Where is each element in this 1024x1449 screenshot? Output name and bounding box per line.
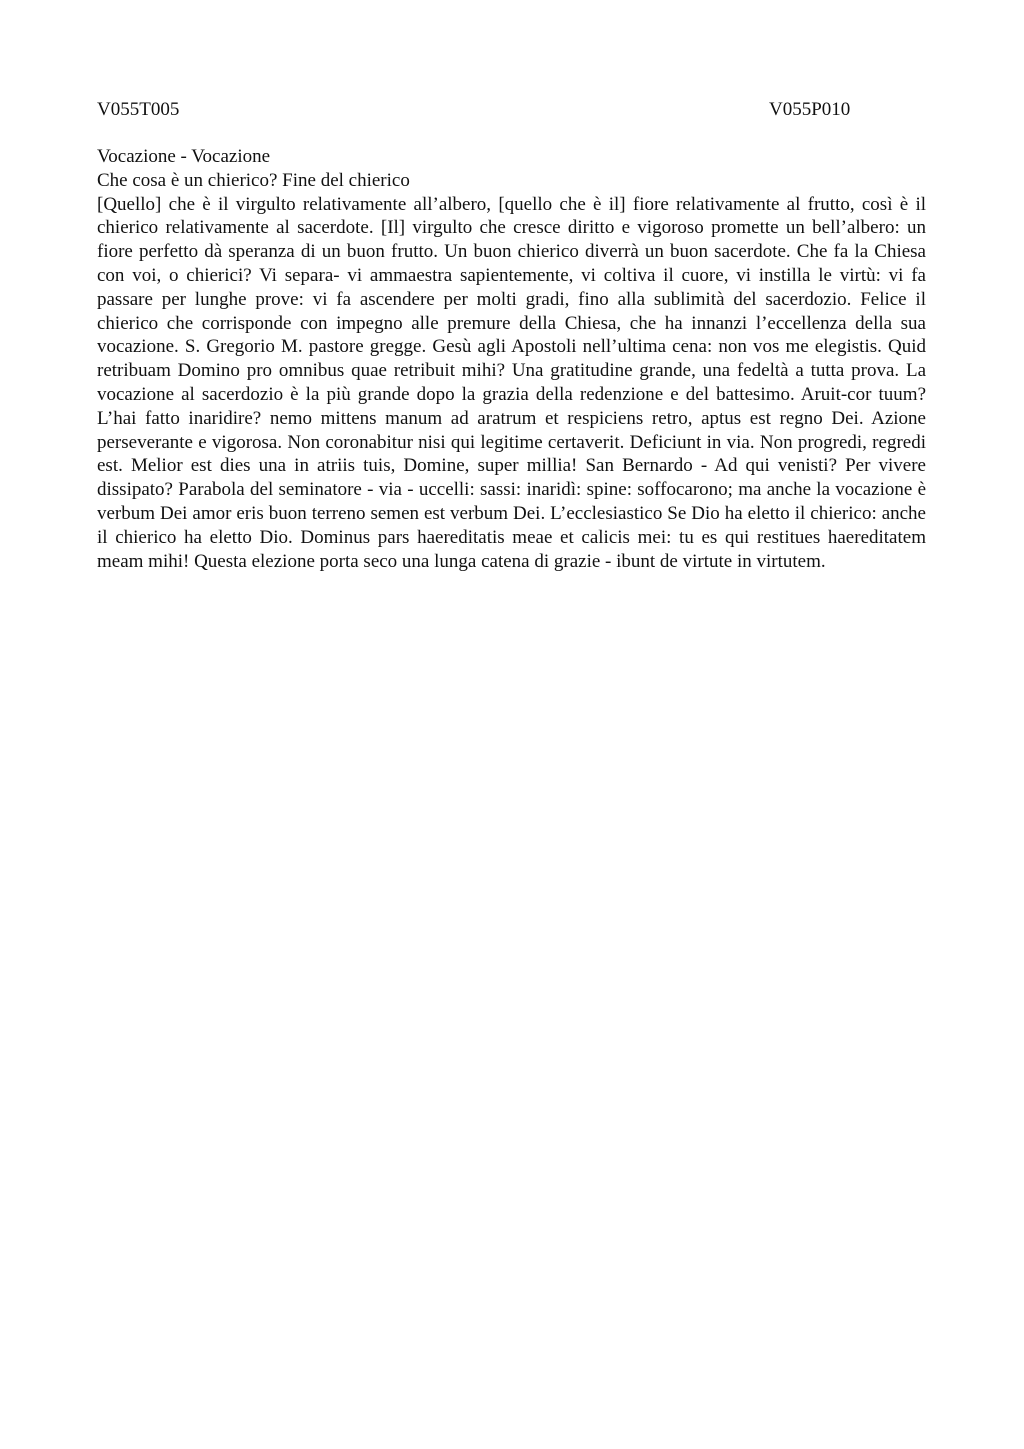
document-code-right: V055P010 [769,99,851,120]
document-code-left: V055T005 [97,99,180,120]
document-subtitle: Che cosa è un chierico? Fine del chierico [97,169,410,191]
document-body-text: [Quello] che è il virgulto relativamente all’albero, [quello che è il] fiore relativamente al frutto, così è il chierico relativamente al sacerdote. [Il] virgulto che cresce diritto e vigoroso promette un bell’albero: un fiore perfetto dà speranza di un buon frutto. Un buon chierico diverrà un buon sacerdote. Che fa la Chiesa con voi, o chierici? Vi separa- vi ammaestra sapientemente, vi coltiva il cuore, vi instilla le virtù: vi fa passare per lunghe prove: vi fa ascendere per molti gradi, fino alla sublimità del sacerdozio. Felice il chierico che corrisponde con impegno alle premure della Chiesa, che ha innanzi l’eccellenza della sua vocazione. S. Gregorio M. pastore gregge. Gesù agli Apostoli nell’ultima cena: non vos me elegistis. Quid retribuam Domino pro omnibus quae retribuit mihi? Una gratitudine grande, una fedeltà a tutta prova. La vocazione al sacerdozio è la più grande dopo la grazia della redenzione e del battesimo. Aruit-cor tuum? L’hai fatto inaridire? nemo mittens manum ad aratrum et respiciens retro, aptus est regno Dei. Azione perseverante e vigorosa. Non coronabitur nisi qui legitime certaverit. Deficiunt in via. Non progredi, regredi est. Melior est dies una in atriis tuis, Domine, super millia! San Bernardo - Ad qui venisti? Per vivere dissipato? Parabola del seminatore - via - uccelli: sassi: inaridì: spine: soffocarono; ma anche la vocazione è verbum Dei amor eris buon terreno semen est verbum Dei. L’ecclesiastico Se Dio ha eletto il chierico: anche il chierico ha eletto Dio. Dominus pars haereditatis meae et calicis mei: tu es qui restitues haereditatem meam mihi! Questa elezione porta seco una lunga catena di grazie - ibunt de virtute in virtutem. [97,193,926,572]
document-content [97,145,926,573]
document-title: Vocazione - Vocazione [97,146,271,167]
